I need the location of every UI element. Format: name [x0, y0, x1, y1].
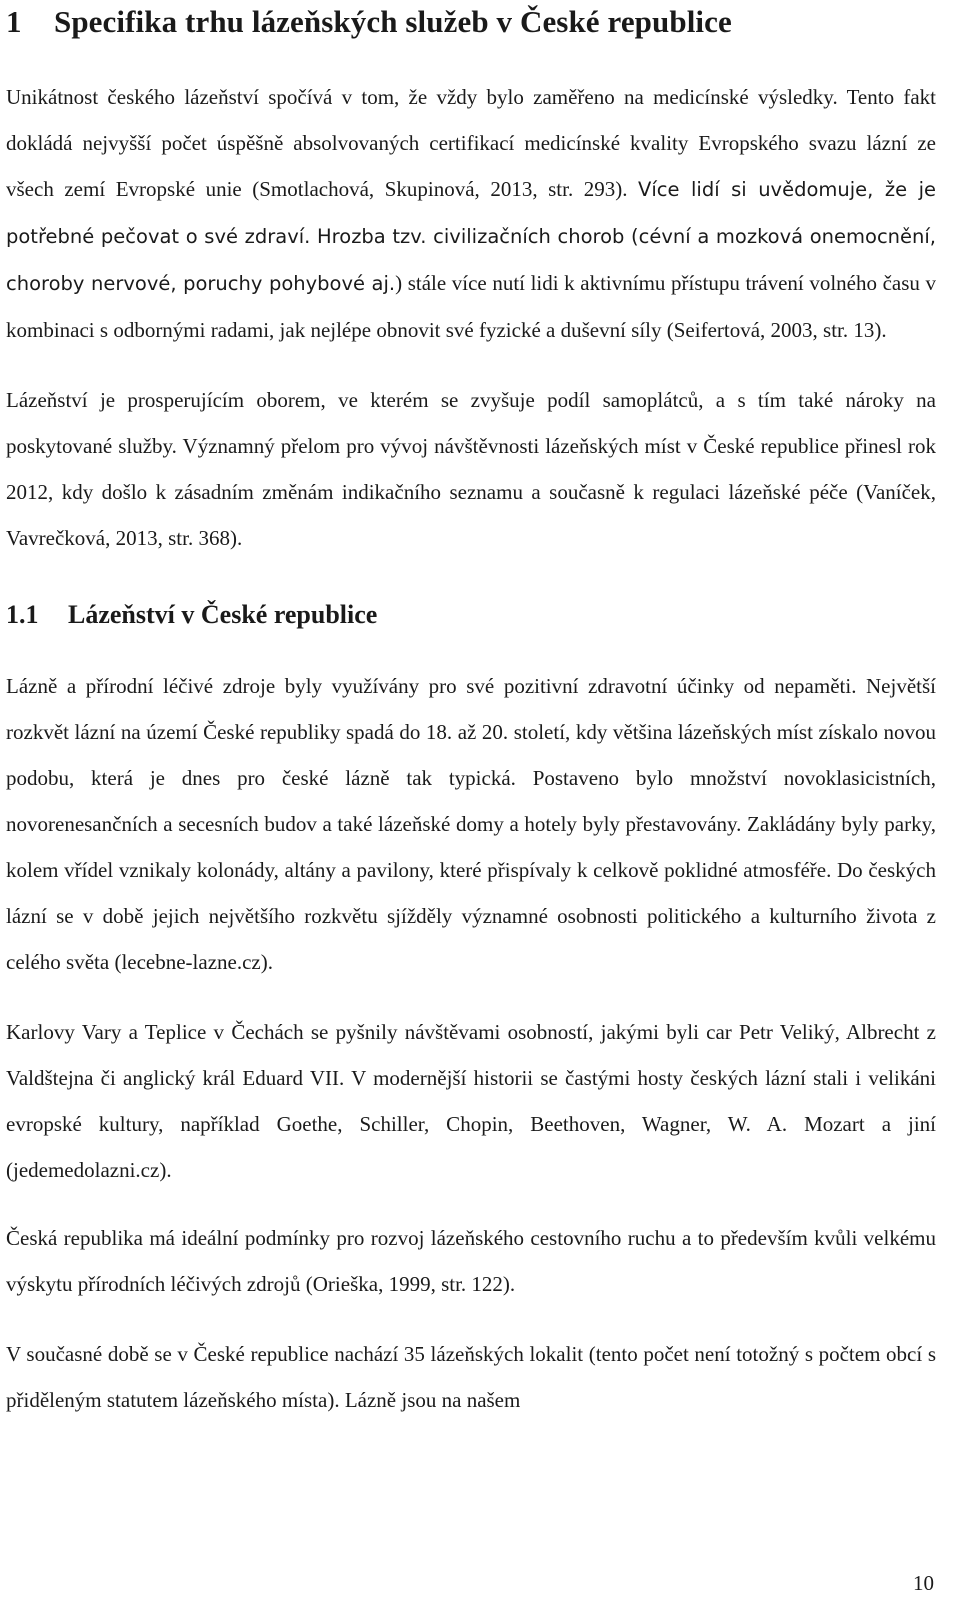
paragraph-intro-part3: ) stále více nutí lidi k aktivnímu přístupu trávení volného času v kombinaci s odbornými radami, jak nejlépe obnovit své fyzické a duševní síly (Seifertová, 2003, str. 13). [6, 271, 936, 342]
chapter-title: Specifika trhu lázeňských služeb v České republice [54, 4, 732, 39]
section-heading [6, 597, 936, 633]
section-title: Lázeňství v České republice [68, 600, 378, 629]
chapter-heading [6, 2, 936, 42]
chapter-number: 1 [6, 4, 22, 39]
paragraph-localities: V současné době se v České republice nachází 35 lázeňských lokalit (tento počet není totožný s počtem obcí s přiděleným statutem lázeňského místa). Lázně jsou na našem [6, 1342, 936, 1412]
paragraph-conditions: Česká republika má ideální podmínky pro rozvoj lázeňského cestovního ruchu a to především kvůli velkému výskytu přírodních léčivých zdrojů (Orieška, 1999, str. 122). [6, 1226, 936, 1296]
paragraph-prosperity: Lázeňství je prosperujícím oborem, ve kterém se zvyšuje podíl samoplátců, a s tím také nároky na poskytované služby. Významný přelom pro vývoj návštěvnosti lázeňských míst v České republice přinesl rok 2012, kdy došlo k zásadním změnám indikačního seznamu a současně k regulaci lázeňské péče (Vaníček, Vavrečková, 2013, str. 368). [6, 388, 936, 550]
paragraph-intro [6, 74, 936, 353]
page-number: 10 [913, 1571, 934, 1595]
paragraph-famous-guests: Karlovy Vary a Teplice v Čechách se pyšnily návštěvami osobností, jakými byli car Petr Veliký, Albrecht z Valdštejna či anglický král Eduard VII. V modernější historii se častými hosty českých lázní stali i velikáni evropské kultury, například Goethe, Schiller, Chopin, Beethoven, Wagner, W. A. Mozart a jiní (jedemedolazni.cz). [6, 1020, 936, 1182]
section-number: 1.1 [6, 600, 39, 629]
paragraph-intro-part1: Unikátnost českého lázeňství spočívá v tom, že vždy bylo zaměřeno na medicínské výsledky. Tento fakt dokládá nejvyšší počet úspěšně absolvovaných certifikací medicínské kvality Evropského svazu lázní ze všech zemí Evropské unie (Smotlachová, Skupinová, 2013, str. 293). [6, 85, 936, 201]
paragraph-history: Lázně a přírodní léčivé zdroje byly využívány pro své pozitivní zdravotní účinky od nepaměti. Největší rozkvět lázní na území České republiky spadá do 18. až 20. století, kdy většina lázeňských míst získalo novou podobu, která je dnes pro české lázně tak typická. Postaveno bylo množství novoklasicistních, novorenesančních a secesních budov a také lázeňské domy a hotely byly přestavovány. Zakládány byly parky, kolem vřídel vznikaly kolonády, altány a pavilony, které přispívaly k celkově poklidné atmosféře. Do českých lázní se v době jejich největšího rozkvětu sjížděly významné osobnosti politického a kulturního života z celého světa (lecebne-lazne.cz). [6, 674, 936, 974]
paragraph-intro-part2: Více lidí si uvědomuje, že je potřebné pečovat o své zdraví. Hrozba tzv. civilizačních chorob (cévní a mozková onemocnění, choroby nervové, poruchy pohybové aj. [6, 178, 937, 295]
